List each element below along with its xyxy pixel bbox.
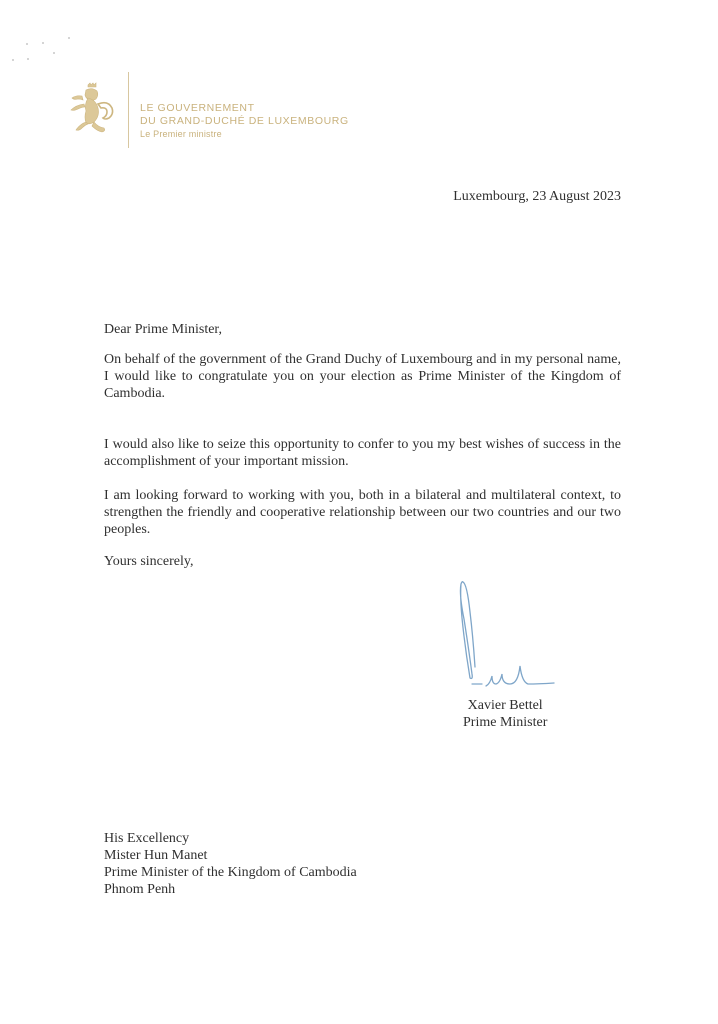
- body-paragraph: I am looking forward to working with you, both in a bilateral and multilateral context, to strengthen the friendly and cooperative relationship between our two countries and our two peoples.: [104, 488, 621, 537]
- scan-speck: [12, 59, 14, 61]
- scan-speck: [26, 43, 28, 45]
- closing: Yours sincerely,: [104, 554, 194, 569]
- scan-speck: [53, 52, 55, 54]
- scan-speck: [27, 58, 29, 60]
- salutation: Dear Prime Minister,: [104, 322, 223, 337]
- scan-speck: [68, 37, 70, 39]
- recipient-honorific: His Excellency: [104, 831, 190, 846]
- letterhead-office: Le Premier ministre: [140, 129, 222, 139]
- recipient-address: [104, 830, 357, 898]
- letterhead-government: LE GOUVERNEMENT: [140, 102, 255, 114]
- recipient-title: Prime Minister of the Kingdom of Cambodia: [104, 865, 357, 880]
- signer-name: Xavier Bettel: [467, 698, 543, 713]
- letterhead-divider: [128, 72, 129, 148]
- recipient-name: Mister Hun Manet: [104, 848, 208, 863]
- body-paragraph: On behalf of the government of the Grand Duchy of Luxembourg and in my personal name, I would like to congratulate you on your election as Prime Minister of the Kingdom of Cambodia.: [104, 352, 621, 401]
- signer-block: [463, 697, 547, 731]
- signer-title: Prime Minister: [463, 715, 548, 730]
- heraldic-lion-icon: [68, 82, 122, 140]
- recipient-city: Phnom Penh: [104, 882, 176, 897]
- body-paragraph: I would also like to seize this opportunity to confer to you my best wishes of success in the accomplishment of your important mission.: [104, 437, 621, 469]
- letterhead-text: [140, 102, 349, 140]
- letterhead-grand-duchy: DU GRAND-DUCHÉ DE LUXEMBOURG: [140, 115, 349, 127]
- scan-speck: [42, 42, 44, 44]
- letter-date: Luxembourg, 23 August 2023: [453, 189, 621, 204]
- handwritten-signature: [450, 580, 580, 690]
